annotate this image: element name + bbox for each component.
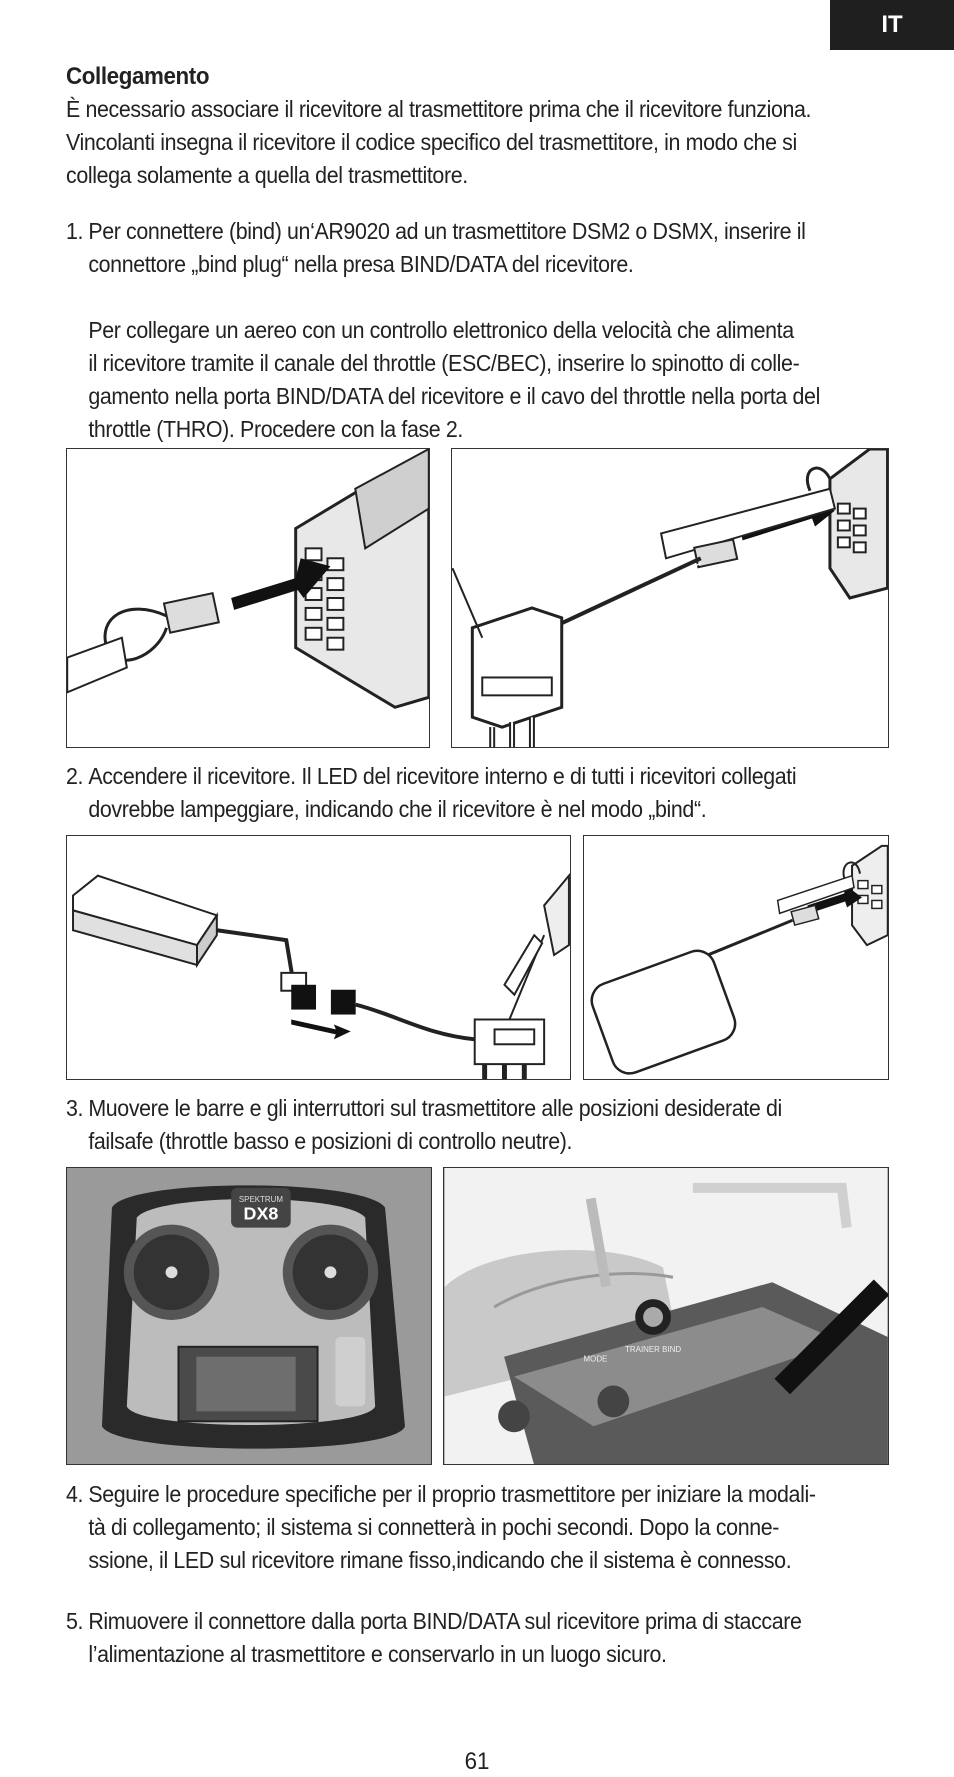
receiver-pack-illustration <box>584 836 888 1079</box>
page-number: 61 <box>464 1748 490 1775</box>
step-text: Per connettere (bind) un‘AR9020 ad un trasmettitore DSM2 o DSMX, inserire il <box>88 218 806 244</box>
step-text: throttle (THRO). Procedere con la fase 2. <box>88 416 464 442</box>
figure-receiver-bind-plug <box>66 448 430 748</box>
photo-transmitter <box>66 1167 432 1465</box>
step-text: Seguire le procedure specifiche per il proprio trasmettitore per iniziare la modali- <box>88 1481 816 1507</box>
figure-receiver-pack <box>583 835 889 1080</box>
step-text: connettore „bind plug“ nella presa BIND/DATA del ricevitore. <box>88 251 634 277</box>
step-text: failsafe (throttle basso e posizioni di controllo neutre). <box>88 1128 573 1154</box>
model-label: DX8 <box>243 1203 279 1224</box>
photo-bind-button <box>443 1167 889 1465</box>
intro-line: Vincolanti insegna il ricevitore il codice specifico del trasmettitore, in modo che si <box>66 129 797 155</box>
intro-line: È necessario associare il ricevitore al trasmettitore prima che il ricevitore funziona. <box>66 96 812 122</box>
receiver-bind-plug-illustration <box>67 449 429 747</box>
step-text: tà di collegamento; il sistema si connetterà in pochi secondi. Dopo la conne- <box>88 1514 780 1540</box>
language-tab: IT <box>830 0 954 50</box>
step-number: 4. <box>66 1481 84 1507</box>
figure-battery-connect <box>66 835 571 1080</box>
esc-bind-illustration <box>452 449 888 747</box>
step-1-extra <box>66 314 820 446</box>
bind-button-label: TRAINER BIND <box>625 1344 682 1354</box>
step-number: 1. <box>66 218 84 244</box>
step-number: 5. <box>66 1608 84 1634</box>
transmitter-photo-illustration <box>67 1168 431 1464</box>
figure-esc-bind <box>451 448 889 748</box>
step-text: Muovere le barre e gli interruttori sul trasmettitore alle posizioni desiderate di <box>88 1095 782 1121</box>
battery-connect-illustration <box>67 836 570 1079</box>
step-text: l’alimentazione al trasmettitore e conservarlo in un luogo sicuro. <box>88 1641 667 1667</box>
step-text: Rimuovere il connettore dalla porta BIND/DATA sul ricevitore prima di staccare <box>88 1608 802 1634</box>
step-text: dovrebbe lampeggiare, indicando che il ricevitore è nel modo „bind“. <box>88 796 707 822</box>
mode-label: MODE <box>583 1354 608 1364</box>
step-text: Accendere il ricevitore. Il LED del ricevitore interno e di tutti i ricevitori collegati <box>88 763 797 789</box>
brand-label: SPEKTRUM <box>238 1194 283 1204</box>
step-5 <box>66 1605 802 1671</box>
step-4 <box>66 1478 816 1577</box>
step-text: Per collegare un aereo con un controllo elettronico della velocità che alimenta <box>88 317 794 343</box>
step-text: ssione, il LED sul ricevitore rimane fisso,indicando che il sistema è connesso. <box>88 1547 792 1573</box>
step-number: 2. <box>66 763 84 789</box>
intro-line: collega solamente a quella del trasmettitore. <box>66 162 468 188</box>
step-2 <box>66 760 796 826</box>
step-text: il ricevitore tramite il canale del throttle (ESC/BEC), inserire lo spinotto di colle- <box>88 350 800 376</box>
step-1 <box>66 215 805 281</box>
step-number: 3. <box>66 1095 84 1121</box>
step-3 <box>66 1092 782 1158</box>
bind-button-photo-illustration <box>444 1168 888 1464</box>
step-text: gamento nella porta BIND/DATA del ricevitore e il cavo del throttle nella porta del <box>88 383 820 409</box>
section-title: Collegamento <box>66 63 210 90</box>
